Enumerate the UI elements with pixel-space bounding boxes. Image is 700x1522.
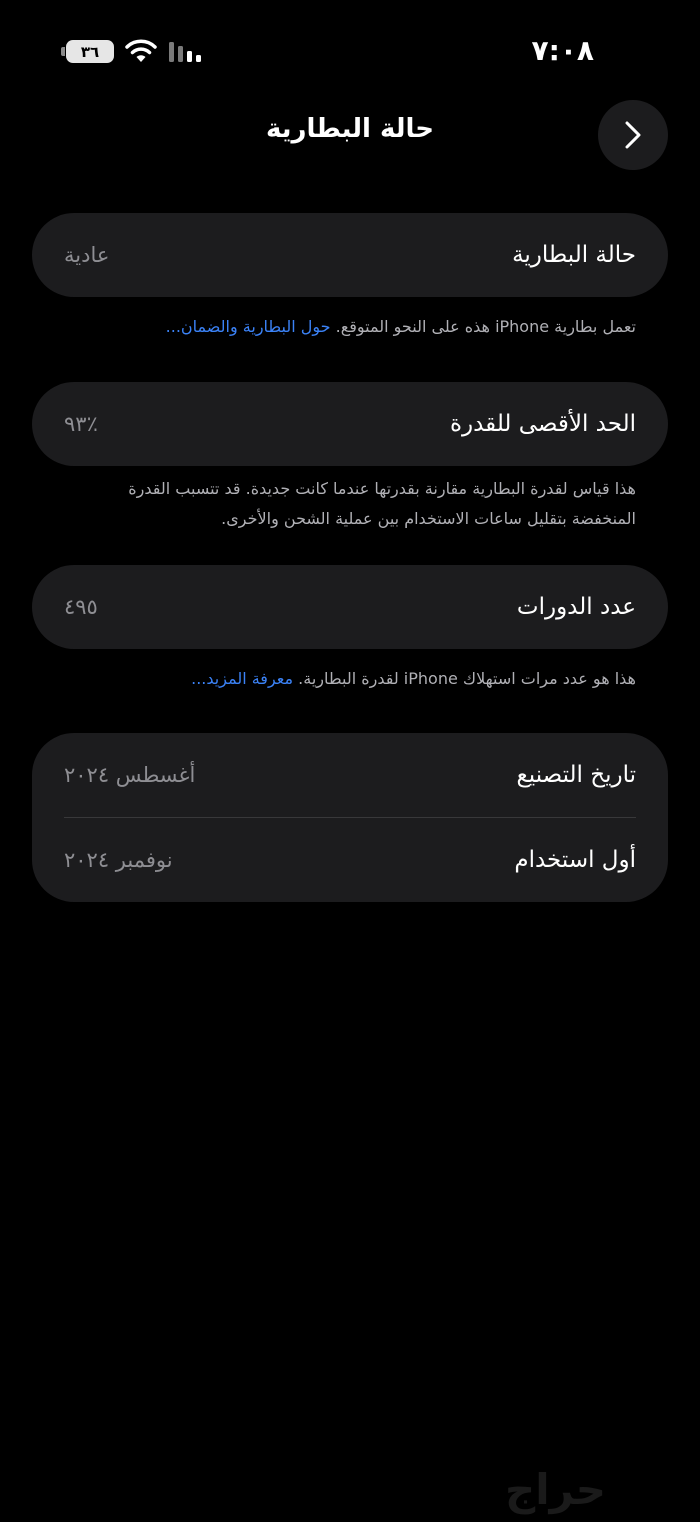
manufacture-date-label: تاريخ التصنيع [516,762,636,788]
max-capacity-label: الحد الأقصى للقدرة [449,411,636,437]
manufacture-date-value: أغسطس ٢٠٢٤ [64,763,196,787]
cycle-count-row [32,565,668,649]
cycle-count-value: ٤٩٥ [64,595,98,619]
battery-health-footnote [62,312,636,342]
learn-more-link[interactable]: معرفة المزيد... [191,669,294,688]
dates-card [32,733,668,902]
status-time: ٧:٠٨ [531,34,594,67]
cycle-count-label: عدد الدورات [516,594,636,620]
battery-health-value: عادية [64,243,110,267]
first-use-value: نوفمبر ٢٠٢٤ [64,848,173,872]
page-title: حالة البطارية [266,114,434,144]
max-capacity-row [32,382,668,466]
first-use-label: أول استخدام [514,847,636,873]
battery-health-label: حالة البطارية [512,242,636,268]
battery-health-description: تعمل بطارية iPhone هذه على النحو المتوقع. [335,317,636,336]
max-capacity-card [32,382,668,466]
battery-level: ٣٦ [80,42,100,61]
battery-health-row[interactable] [32,213,668,297]
wifi-icon [125,38,157,64]
cycle-count-description: هذا هو عدد مرات استهلاك iPhone لقدرة البطارية. [298,669,636,688]
manufacture-date-row [32,733,668,817]
first-use-row [32,818,668,902]
cycle-count-card [32,565,668,649]
battery-warranty-link[interactable]: حول البطارية والضمان... [165,317,331,336]
battery-icon [66,40,114,63]
battery-health-card[interactable] [32,213,668,297]
max-capacity-value: ٪٩٣ [64,412,98,436]
watermark-logo: حراج [505,1465,607,1514]
cellular-signal-icon [169,40,205,64]
max-capacity-footnote: هذا قياس لقدرة البطارية مقارنة بقدرتها عندما كانت جديدة. قد تتسبب القدرة المنخفضة بتقليل ساعات الاستخدام بين عملية الشحن والأخرى. [128,479,636,528]
cycle-count-footnote [62,664,636,694]
